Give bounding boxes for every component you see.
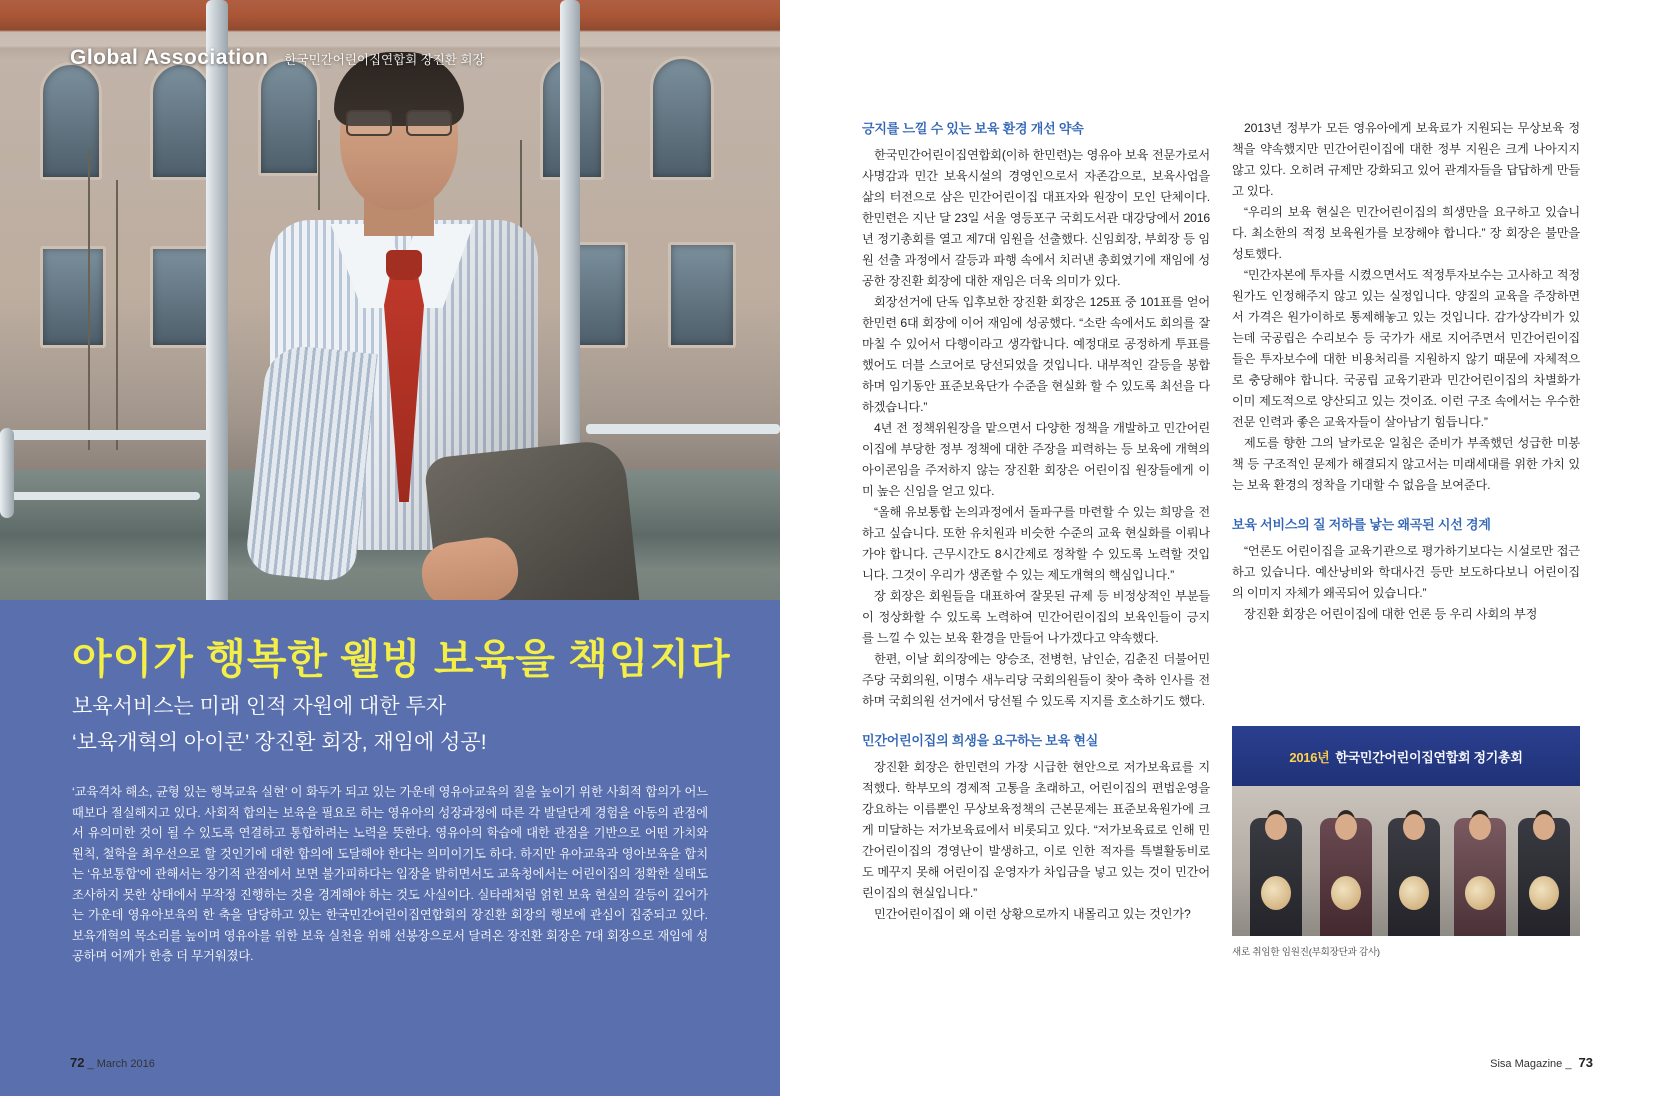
playground-rail: [586, 424, 780, 434]
bouquet-icon: [1529, 876, 1559, 910]
paragraph: 2013년 정부가 모든 영유아에게 보육료가 지원되는 무상보육 정책을 약속했지만 민간어린이집에 대한 정부 지원은 크게 나아지지 않고 있다. 오히려 규제만 강화되고 있어 관계자들을 답답하게 만들고 있다.: [1232, 121, 1580, 198]
bouquet-icon: [1399, 876, 1429, 910]
article-column-1: [862, 118, 1210, 925]
portrait-subject: [196, 48, 596, 652]
person-head: [1335, 814, 1357, 840]
paragraph: 장진환 회장은 어린이집에 대한 언론 등 우리 사회의 부정: [1244, 607, 1538, 621]
cover-subhead-line-1: 보육서비스는 미래 인적 자원에 대한 투자: [72, 695, 447, 718]
cover-text-panel: [0, 600, 780, 1096]
bouquet-icon: [1465, 876, 1495, 910]
folio-left-separator: _: [87, 1058, 94, 1070]
person-figure: [1388, 818, 1440, 936]
event-banner-year: 2016년: [1289, 749, 1330, 765]
page-header: [70, 46, 485, 70]
cover-lead-paragraph: ‘교육격차 해소, 균형 있는 행복교육 실현’ 이 화두가 되고 있는 가운데 영유아교육의 질을 높이기 위한 사회적 합의가 어느 때보다 절실해지고 있다. 사회적 합의는 보육을 필요로 하는 영유아의 성장과정에 따른 각 발달단계 경험을 아동의 관점에서 유의미한 것이 될 수 있도록 연결하고 통합하려는 노력을 뜻한다. 영유아의 학습에 대한 관점을 기반으로 어떤 가치와 원칙, 철학을 최우선으로 할 것인기에 대한 합의에 도달해야 한다는 의미이기도 하다. 하지만 유아교육과 영아보육을 합치는 ‘유보통합’에 관해서는 장기적 관점에서 보면 불가피하다는 입장을 밝히면서도 교육청에서는 어린이집의 정확한 실태도 조사하지 못한 상태에서 무작정 진행하는 것을 경계해야 하는 것도 사실이다. 실타래처럼 얽힌 보육 현실의 갈등이 깊어가는 가운데 영유아보육의 한 축을 담당하고 있는 한국민간어린이집연합회의 장진환 회장의 행보에 관심이 집중되고 있다. 보육개혁의 목소리를 높이며 영유아를 위한 보육 실천을 위해 선봉장으로서 달려온 장진환 회장은 7대 회장으로 재임에 성공하며 어깨가 한층 더 무거워졌다.: [72, 785, 708, 963]
folio-left: [70, 1055, 155, 1070]
photo-caption: 새로 취임한 임원진(부회장단과 감사): [1232, 947, 1380, 958]
person-figure: [1320, 818, 1372, 936]
section-heading: 민간어린이집의 희생을 요구하는 보육 현실: [862, 733, 1099, 748]
folio-right-magazine: Sisa Magazine _: [1490, 1058, 1572, 1070]
person-head: [1469, 814, 1491, 840]
playground-pole: [0, 428, 14, 518]
tree-branch: [116, 180, 118, 450]
hero-photograph: [0, 0, 780, 652]
section-heading: 긍지를 느낄 수 있는 보육 환경 개선 약속: [862, 121, 1084, 136]
paragraph: “언론도 어린이집을 교육기관으로 평가하기보다는 시설로만 접근하고 있습니다. 예산낭비와 학대사건 등만 보도하다보니 어린이집의 이미지 자체가 왜곡되어 있습니다.”: [1232, 544, 1580, 600]
paragraph: “올해 유보통합 논의과정에서 돌파구를 마련할 수 있는 희망을 전하고 싶습니다. 또한 유치원과 비슷한 수준의 교육 현실화를 이뤄나가야 합니다. 근무시간도 8시간제로 정착할 수 있도록 노력할 것입니다. 그것이 우리가 생존할 수 있는 제도개혁의 핵심입니다.”: [862, 505, 1210, 582]
bouquet-icon: [1331, 876, 1361, 910]
event-banner-text: 한국민간어린이집연합회 정기총회: [1335, 749, 1523, 765]
article-column-2: [1232, 118, 1580, 625]
person-head: [1533, 814, 1555, 840]
building-window: [650, 56, 714, 180]
paragraph: 제도를 향한 그의 날카로운 일침은 준비가 부족했던 성급한 미봉책 등 구조적인 문제가 해결되지 않고서는 미래세대를 위한 가치 있는 보육 환경의 정착을 기대할 수 없음을 보여준다.: [1232, 436, 1580, 492]
folio-right: [1490, 1055, 1593, 1070]
paragraph: 민간어린이집이 왜 이런 상황으로까지 내몰리고 있는 것인가?: [874, 907, 1191, 921]
playground-rail: [0, 430, 210, 440]
person-figure: [1518, 818, 1570, 936]
paragraph: “우리의 보육 현실은 민간어린이집의 희생만을 요구하고 있습니다. 최소한의 적정 보육원가를 보장해야 합니다.” 장 회장은 불만을 성토했다.: [1232, 205, 1580, 261]
paragraph: 4년 전 정책위원장을 맡으면서 다양한 정책을 개발하고 민간어린이집에 부당한 정부 정책에 대한 주장을 피력하는 등 보육에 개혁의 아이콘임을 주저하지 않는 장진환 회장은 어린이집 원장들에게 이미 높은 신임을 얻고 있다.: [862, 421, 1210, 498]
group-photograph: [1232, 726, 1580, 936]
paragraph: 한국민간어린이집연합회(이하 한민련)는 영유아 보육 전문가로서 사명감과 민간 보육시설의 경영인으로서 자존감으로, 보육사업을 삶의 터전으로 삼은 민간어린이집 대표자와 원장이 모인 단체이다. 한민련은 지난 달 23일 서울 영등포구 국회도서관 대강당에서 2016년 정기총회를 열고 제7대 임원을 선출했다. 신임회장, 부회장 등 임원 선출 과정에서 갈등과 파행 속에서 치러낸 총회였기에 재임에 성공한 장진환 회장에 대한 재임은 더욱 의미가 있다.: [862, 148, 1210, 288]
paragraph: “민간자본에 투자를 시켰으면서도 적정투자보수는 고사하고 적정원가도 인정해주지 않고 있는 실정입니다. 양질의 교육을 주장하면서 가격은 원가이하로 통제해놓고 있는 것입니다. 감가상각비가 있는데 국공립은 수리보수 등 국가가 새로 지어주면서 민간어린이집들은 투자보수에 대한 비용처리를 지원하지 않기 때문에 자체적으로 충당해야 합니다. 국공립 교육기관과 민간어린이집의 차별화가 이미 제도적으로 양산되고 있는 것이죠. 이런 구조 속에서는 우수한 전문 인력과 좋은 교육자들이 살아남기 힘듭니다.”: [1232, 268, 1580, 429]
building-window: [40, 246, 106, 348]
folio-right-page-number: 73: [1578, 1055, 1593, 1070]
eyeglasses-icon: [346, 110, 452, 132]
building-window: [668, 242, 736, 348]
folio-left-date: March 2016: [96, 1058, 155, 1070]
section-heading: 보육 서비스의 질 저하를 낳는 왜곡된 시선 경계: [1232, 517, 1491, 532]
event-banner: [1232, 726, 1580, 786]
paragraph: 장 회장은 회원들을 대표하여 잘못된 규제 등 비정상적인 부분들이 정상화할 수 있도록 노력하여 민간어린이집의 보육인들이 긍지를 느낄 수 있는 보육 환경을 만들어 나가겠다고 약속했다.: [862, 589, 1210, 645]
person-head: [1403, 814, 1425, 840]
playground-rail: [0, 492, 200, 500]
tree-branch: [88, 150, 90, 450]
section-title: Global Association: [70, 46, 269, 69]
person-figure: [1454, 818, 1506, 936]
right-page: [780, 0, 1663, 1096]
folio-left-page-number: 72: [70, 1055, 85, 1070]
section-subtitle: 한국민간어린이집연합회 장진환 회장: [284, 53, 485, 67]
subject-necktie-knot: [386, 250, 422, 280]
paragraph: 회장선거에 단독 입후보한 장진환 회장은 125표 중 101표를 얻어 한민련 6대 회장에 이어 재임에 성공했다. “소란 속에서도 회의를 잘 마칠 수 있어서 다행이라고 생각합니다. 예정대로 공정하게 투표를 했어도 더블 스코어로 당선되었을 것입니다. 내부적인 갈등을 봉합하며 임기동안 표준보육단가 수준을 현실화 할 수 있도록 최선을 다하겠습니다.”: [862, 295, 1210, 414]
paragraph: 장진환 회장은 한민련의 가장 시급한 현안으로 저가보육료를 지적했다. 학부모의 경제적 고통을 초래하고, 어린이집의 편법운영을 강요하는 이름뿐인 무상보육정책의 근본문제는 표준보육원가에 크게 미달하는 저가보육료에서 비롯되고 있다. “저가보육료로 인해 민간어린이집의 경영난이 발생하고, 이로 인한 적자를 특별활동비로도 메꾸지 못해 어린이집 운영자가 차입금을 넣고 있는 것이 민간어린이집의 현실입니다.”: [862, 760, 1210, 900]
photo-stage: [1232, 786, 1580, 936]
building-window: [40, 62, 102, 180]
person-figure: [1250, 818, 1302, 936]
person-head: [1265, 814, 1287, 840]
bouquet-icon: [1261, 876, 1291, 910]
paragraph: 한편, 이날 회의장에는 양승조, 전병헌, 남인순, 김춘진 더불어민주당 국회의원, 이명수 새누리당 국회의원들이 찾아 축하 인사를 전하며 국회의원 선거에서 당선될 수 있도록 지지를 호소하기도 했다.: [862, 652, 1210, 708]
left-page: [0, 0, 780, 1096]
cover-headline: 아이가 행복한 웰빙 보육을 책임지다: [72, 636, 731, 682]
cover-subhead-line-2: ‘보육개혁의 아이콘’ 장진환 회장, 재임에 성공!: [72, 731, 487, 754]
